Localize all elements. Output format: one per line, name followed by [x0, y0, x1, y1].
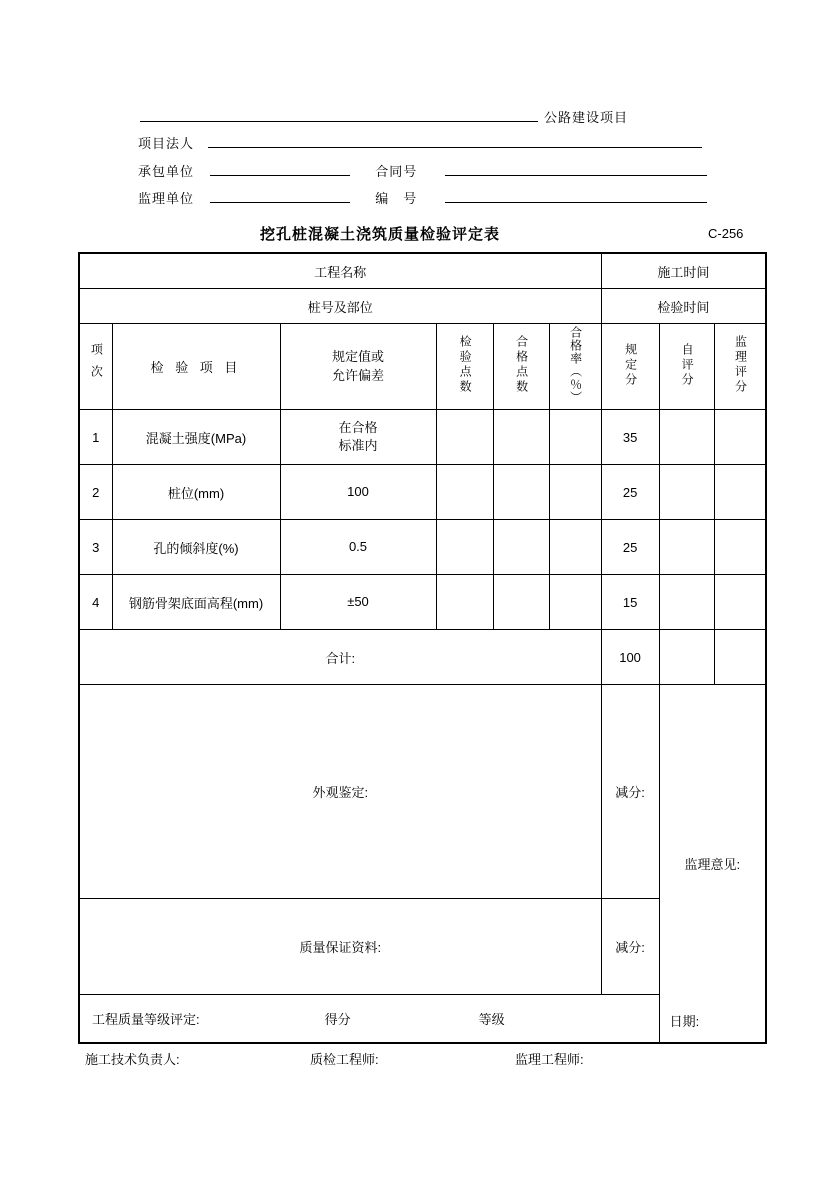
row3-standard-score: 25 — [601, 520, 659, 575]
row4-pass-rate — [549, 575, 601, 630]
col-header-check-points: 检验点数 — [436, 324, 493, 410]
appearance-deduction-cell: 减分: — [601, 685, 659, 899]
row4-item: 钢筋骨架底面高程(mm) — [112, 575, 280, 630]
form-title: 挖孔桩混凝土浇筑质量检验评定表 — [259, 226, 500, 243]
appearance-cell: 外观鉴定: — [79, 685, 601, 899]
row3-pass-rate — [549, 520, 601, 575]
inspection-time-cell: 检验时间 — [601, 289, 766, 324]
col-header-item: 检 验 项 目 — [112, 324, 280, 410]
row2-spec: 100 — [280, 465, 436, 520]
row3-spec: 0.5 — [280, 520, 436, 575]
supervisor-unit-label: 监理单位 — [138, 191, 195, 206]
construction-time-cell: 施工时间 — [601, 253, 766, 289]
project-name-line — [140, 106, 628, 124]
row1-pass-rate — [549, 410, 601, 465]
project-name-cell: 工程名称 — [79, 253, 601, 289]
grade-eval-label: 工程质量等级评定: — [92, 1012, 200, 1027]
row4-no: 4 — [79, 575, 112, 630]
pile-location-cell: 桩号及部位 — [79, 289, 601, 324]
row3-no: 3 — [79, 520, 112, 575]
row3-self-score — [659, 520, 714, 575]
row1-check-points — [436, 410, 493, 465]
legal-person-blank — [208, 132, 702, 148]
legal-person-row — [138, 132, 702, 150]
row2-pass-rate — [549, 465, 601, 520]
row1-supervision-score — [714, 410, 766, 465]
qa-deduction-cell: 减分: — [601, 899, 659, 995]
row4-pass-points — [493, 575, 549, 630]
row3-item: 孔的倾斜度(%) — [112, 520, 280, 575]
project-name-blank — [140, 106, 538, 122]
total-supervision-score — [714, 630, 766, 685]
total-label-cell: 合计: — [79, 630, 601, 685]
row1-no: 1 — [79, 410, 112, 465]
row4-standard-score: 15 — [601, 575, 659, 630]
appearance-row — [79, 685, 766, 899]
pile-location-row — [79, 289, 766, 324]
row2-self-score — [659, 465, 714, 520]
row3-check-points — [436, 520, 493, 575]
table-row — [79, 410, 766, 465]
table-header-row — [79, 324, 766, 410]
col-header-supervision-score: 监理评分 — [714, 324, 766, 410]
contract-no-label: 合同号 — [375, 164, 418, 179]
qc-engineer-label: 质检工程师: — [310, 1052, 379, 1067]
supervision-engineer-label: 监理工程师: — [515, 1052, 584, 1067]
supervision-opinion-label: 监理意见: — [684, 857, 741, 872]
row2-supervision-score — [714, 465, 766, 520]
tech-lead-label: 施工技术负责人: — [85, 1052, 180, 1067]
form-number: C-256 — [708, 226, 744, 241]
col-header-spec: 规定值或 允许偏差 — [280, 324, 436, 410]
serial-no-label: 编 号 — [375, 191, 418, 206]
grade-eval-cell — [79, 995, 659, 1044]
row3-supervision-score — [714, 520, 766, 575]
col-header-self-score: 自评分 — [659, 324, 714, 410]
contractor-row — [138, 160, 707, 178]
row2-no: 2 — [79, 465, 112, 520]
table-row — [79, 465, 766, 520]
supervisor-unit-row — [138, 187, 707, 205]
contractor-blank — [210, 160, 350, 176]
grade-label: 等级 — [478, 1012, 505, 1027]
table-row — [79, 520, 766, 575]
supervision-opinion-cell — [659, 685, 766, 1044]
row1-self-score — [659, 410, 714, 465]
row1-pass-points — [493, 410, 549, 465]
score-label: 得分 — [324, 1012, 351, 1027]
inspection-table — [78, 252, 767, 1044]
row1-standard-score: 35 — [601, 410, 659, 465]
row1-item: 混凝土强度(MPa) — [112, 410, 280, 465]
row4-self-score — [659, 575, 714, 630]
row2-check-points — [436, 465, 493, 520]
col-header-standard-score: 规定分 — [601, 324, 659, 410]
supervisor-unit-blank — [210, 187, 350, 203]
row2-standard-score: 25 — [601, 465, 659, 520]
total-self-score — [659, 630, 714, 685]
col-header-pass-points: 合格点数 — [493, 324, 549, 410]
legal-person-label: 项目法人 — [138, 136, 195, 151]
project-suffix-label: 公路建设项目 — [544, 110, 629, 125]
qa-materials-cell: 质量保证资料: — [79, 899, 601, 995]
row4-check-points — [436, 575, 493, 630]
serial-no-blank — [445, 187, 707, 203]
row3-pass-points — [493, 520, 549, 575]
total-standard-score: 100 — [601, 630, 659, 685]
row1-spec: 在合格 标准内 — [280, 410, 436, 465]
date-label: 日期: — [669, 1014, 700, 1029]
row2-item: 桩位(mm) — [112, 465, 280, 520]
total-row — [79, 630, 766, 685]
project-name-row — [79, 253, 766, 289]
row2-pass-points — [493, 465, 549, 520]
row4-spec: ±50 — [280, 575, 436, 630]
contract-no-blank — [445, 160, 707, 176]
table-row — [79, 575, 766, 630]
contractor-label: 承包单位 — [138, 164, 195, 179]
col-header-pass-rate: 合格率（％） — [549, 324, 601, 410]
col-header-item-no: 项次 — [79, 324, 112, 410]
row4-supervision-score — [714, 575, 766, 630]
